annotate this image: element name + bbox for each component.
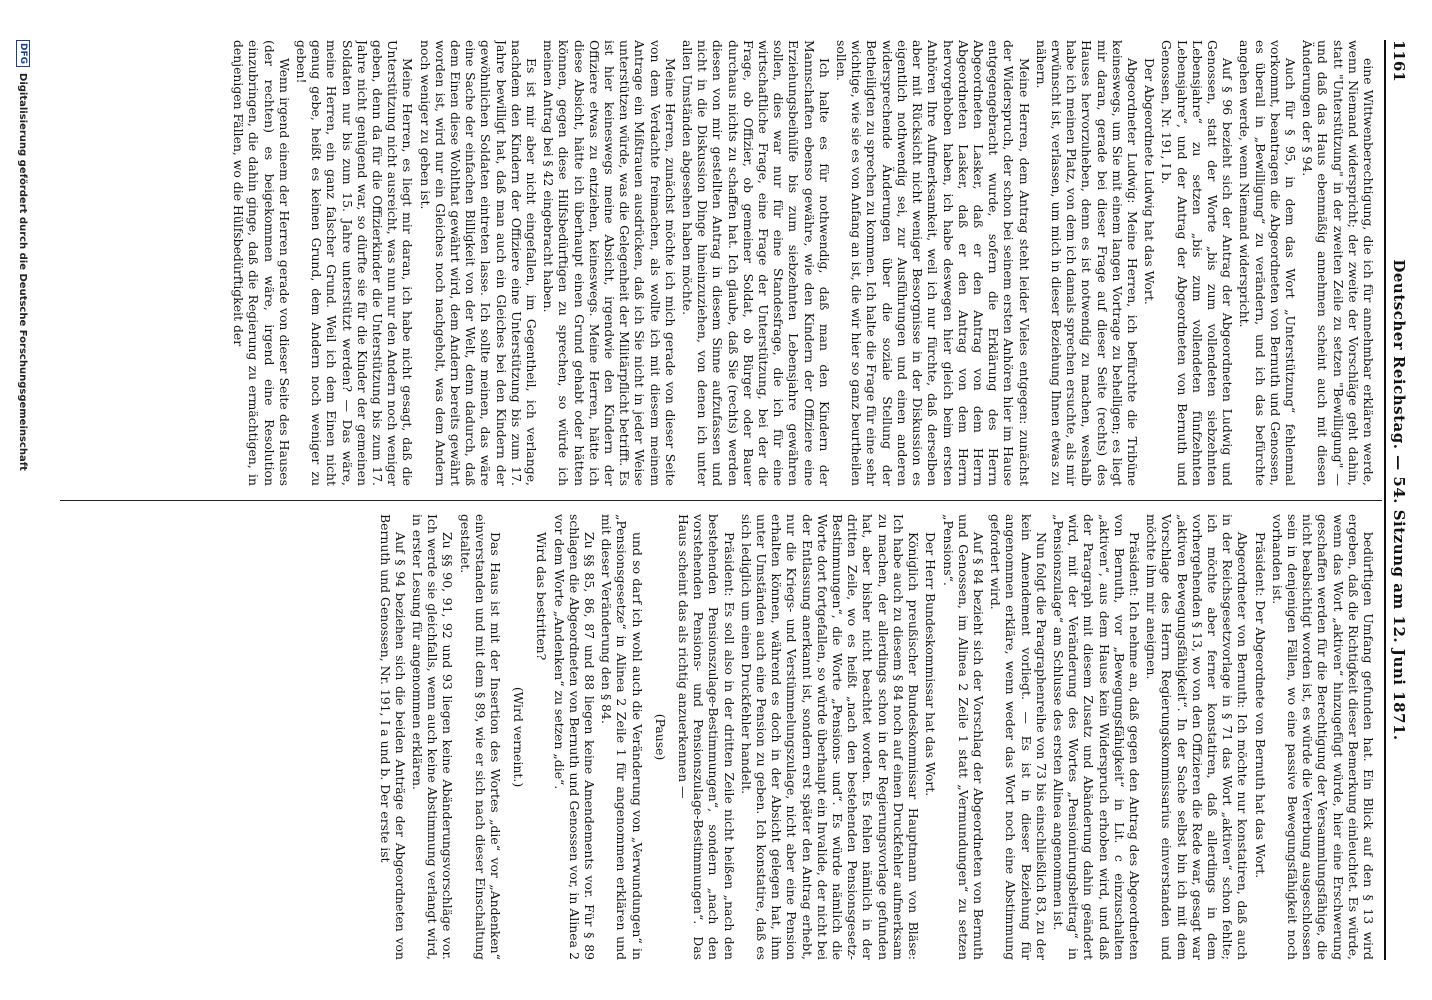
paragraph: (Wird verneint.) (511, 686, 527, 788)
paragraph: Auf § 84 bezieht sich der Vorschlag der Abgeordneten von Bernuth und Genossen, im Alinea 2 Zeile 1 statt „Vermundungen“ zu setzen „Pensions“. (940, 514, 986, 960)
paragraph: (Pause) (652, 713, 668, 761)
paragraph: Wird das bestritten? (534, 532, 550, 661)
paragraph: Auf § 96 bezieht sich der Antrag der Abgeordneten Ludwig und Genossen, statt der Worte „bis zum vollendeten siebzehnten Lebensjahre“ zu setzen „bis zum vollendeten fünfzehnten Lebensjahre“, und der Antrag der Abgeordneten von Bernuth und Genossen, Nr. 191, I b. (1159, 40, 1236, 486)
credit-text: Digitalisierung gefördert durch die Deutsche Forschungsgemeinschaft (17, 73, 29, 471)
paragraph: Der Herr Bundeskommissar hat das Wort. (923, 532, 939, 797)
paragraph: Präsident: Der Abgeordnete von Bernuth hat das Wort. (1252, 532, 1268, 879)
text-column-left (60, 40, 1376, 486)
paragraph: Ich halte es für nothwendig, daß man den Kindern der Mannschaften ebenso gewähre, wie den Kindern der Offiziere eine Erziehungsbeihülfe bis zum siebzehnten Lebensjahre gewähren sollen, dies war nur für eine Standesfrage, die ich für eine wirtschaftliche Frage, eine Frage der Unterstützung, bei der die Frage, ob Offizier, ob gemeiner Soldat, ob Bürger oder Bauer durchaus nichts zu schaffen hat. Ich glaube, daß Sie (rechts) werden diesen von mir gestellten Antrag in diesem Sinne aufzufassen und nicht in die Diskussion Dinge hineinzuziehen, von denen ich unter allen Umständen abgesehen haben möchte. (680, 40, 832, 486)
paragraph: Auch für § 95, in dem das Wort „Unterstützung“ fehlenmal vorkommt, beantragen die Abgeordneten von Bernuth und Genossen, es überall in „Bewilligung“ zu verändern, und ich das befürchte angehen werde, wenn Niemand widerspricht. (1237, 40, 1298, 486)
running-title: Deutscher Reichstag. — 54. Sitzung am 12. Juni 1871. (1390, 259, 1408, 741)
paragraph: Präsident: Es soll also in der dritten Zeile nicht heißen „nach den bestehenden Pensionszulage-Bestimmungen“, sondern „nach den vorstehenden Pensions- und Pensionszulage-Bestimmungen“. Das Haus scheint das als richtig anzuerkennen — (676, 514, 737, 960)
paragraph: Präsident: Ich nehme an, daß gegen den Antrag des Abgeordneten von Bernuth, vor „Bewegungsfähigkeit“ in Lit. c einzuschalten „aktiven“, aus dem Hause kein Widerspruch erhoben wird, und daß der Paragraph mit diesem Zusatz und Abänderung dahin geändert wird, mit der Veränderung des Wortes „Pensionirungsbeitrag“ in „Pensionszulage“ am Schlusse des ersten Alinea angenommen ist. (1050, 514, 1142, 960)
paragraph: Es ist mir aber nicht eingefallen, im Gegentheil, ich verlange, nachdem den Kindern der Offiziere eine Unterstützung bis zum 17. Jahre bewilligt hat, daß man auch ein Gleiches bei den Kindern der gewöhnlichen Soldaten eintreten lasse. Ich sollte meinen, das wäre eine Sache der einfachen Billigkeit von der Welt, denn dadurch, daß dem Einen diese Wohlthat gewährt wird, dem Andern bereits gewährt worden ist, wird nur ein Gleiches noch nachgeholt, was dem Andern noch weniger zu geben ist. (417, 40, 540, 486)
paragraph: Meine Herren, es liegt mir daran, ich habe nicht gesagt, daß die Unterstützung nicht ausreicht, was nun nur den Andern noch weniger geben, denn da für die Offizierkinder die Unterstützung bis zum 17. Jahre nicht genügend war, so dürfte sie für die Kinder der gemeinen Soldaten nur bis zum 15. Jahre unterstützt werden? — Das wäre, meine Herren, ein ganz falscher Grund. Weil ich dem Einen nicht genug gebe, heißt es keinen Grund, dem Andern noch weniger zu geben! (293, 40, 416, 486)
paragraph: Abgeordneter Ludwig: Meine Herren, ich befürchte die Tribüne keineswegs, um Sie mit einem langen Vortrage zu behelligen; es liegt mir daran, gerade bei dieser Frage auf dieser Seite (rechts) des Hauses hervorzuheben, denn es ist notwendig zu machen, weshalb habe ich meinen Platz, von dem ich damals sprechen ersuchte, als mir erwünscht ist, verlassen, um mich in dieser Beziehung Ihnen etwas zu nähern. (1033, 40, 1140, 486)
paragraph: Abgeordneter von Bernuth: Ich möchte nur konstatiren, daß auch in der Reichsgesetzvorlage in § 71 das Wort „aktiven“ schon fehlte; ich möchte aber ferner konstatiren, daß allerdings in dem vorhergehenden § 13, wo von den Offizieren die Rede war, gesagt war „aktiven Bewegungsfähigkeit“. In der Sache selbst bin ich mit dem Vorschlage des Herrn Regierungskommissarius einverstanden und möchte ihm mir aneignen. (1144, 514, 1251, 960)
paragraph: eine Wittwenberechtigung, die ich für annehmbar erklären werde, wenn Niemand widerspricht; der zweite der Vorschläge geht dahin, statt "Unterstützung" in der zweiten Zeile zu setzen "Bewilligung" — und daß das Haus ebenmäßig annehmen scheint auch mit diesen Änderungen der § 94. (1300, 40, 1376, 486)
column-divider (60, 500, 1382, 501)
paragraph: und so darf ich wohl auch die Veränderung von „Verwundungen“ in „Pensionsgesetze“ in Alinea 2 Zeile 1 für angenommen erklären und mit dieser Veränderung den § 84. (599, 514, 645, 960)
page-header (1384, 40, 1412, 960)
paragraph: Nun folgt die Paragraphenreihe von 73 bis einschließlich 83, zu der kein Amendement vorliegt. — Es ist in dieser Beziehung für angenommen erkläre, wenn weder das Wort noch eine Abstimmung gefordert wird. (988, 514, 1049, 960)
page-number: 1161 (1390, 40, 1408, 82)
paragraph: Zu §§ 85, 86, 87 und 88 liegen keine Amendements vor. Für § 89 schlagen die Abgeordneten von Bernuth und Genossen vor, in Alinea 2 vor dem Worte „Andenken“ zu setzen „die“. (551, 514, 598, 960)
paragraph: Meine Herren, dem Antrag steht leider Vieles entgegen: zunächst der Widerspruch, der schon bei seinem ersten Anhören hier im Hause entgegengebracht wurde, sofern die Erklärung des Herrn Abgeordneten Lasker, daß er den Antrag von dem Herrn Abgeordneten Lasker, daß er den Antrag von dem Herrn hervorgehoben haben, ich habe deswegen hier gleich beim ersten Anhören Ihre Aufmerksamkeit, weil ich nur fürchte, daß derselben aber mit Rücksicht nicht weniger Besorgnisse in der Diskussion es eigentlich nothwendig sei, zur Ausführungen und einen anderen widersprechende Änderungen über die soziale Stellung der Betheiligten zu sprechen zu kommen. Ich halte die Frage für eine sehr wichtige, wie sie es von Anfang an ist, die wir hier so ganz beurtheilen sollen. (834, 40, 1032, 486)
paragraph: Meine Herren, zunächst möchte ich mich gerade von dieser Seite von dem Verdachte freimachen, als wollte ich mit diesem meinem Antrage ein Mißtrauen ausdrücken, daß ich Sie nicht in jeder Weise unterstützen würde, was die Gelegenheit der Militärpflicht betrifft. Es ist hier keineswegs meine Absicht, irgendwie den Kindern der Offiziere etwas zu entziehen, keineswegs. Meine Herren, hätte ich diese Absicht, hätte ich überhaupt einen Grund gehabt oder hätten können, gegen diese Hilfsbedürftigen zu sprechen, so würde ich meinen Antrag bei § 42 eingebracht haben. (541, 40, 678, 486)
text-column-right (60, 514, 1376, 960)
digitization-credit (16, 40, 30, 740)
paragraph: Der Abgeordnete Ludwig hat das Wort. (1142, 58, 1158, 305)
paragraph: Königlich preußischer Bundeskommissar Hauptmann von Bläse: Ich habe auch zu diesem § 84 noch auf einen Druckfehler aufmerksam zu machen, der allerdings schon in der Regierungsvorlage gefunden hat, aber bisher nicht beachtet worden. Es fehlen nämlich in der dritten Zeile, wo es heißt „nach den bestehenden Pensionsgesetz-Bestimmungen“, die Worte „Pensions- und“. Es würde nämlich die Worte dort fortgefallen, so würde überhaupt ein Invalide, der nicht bei der Entlassung anerkannt ist, sondern erst später den Antrag erhebt, nur die Kriegs- und Verstümmelungszulage, nicht aber eine Pension erhalten können, während es doch in der Absicht gelegen hat, ihm unter Umständen auch eine Pension zu geben. Ich konstatire, daß es sich lediglich um einen Druckfehler handelt. (738, 514, 922, 960)
dfg-logo: DFG (16, 40, 30, 67)
paragraph: Wenn irgend einem der Herren gerade von dieser Seite des Hauses (der rechten) es beigekommen wäre, irgend eine Resolution einzubringen, die dahin ginge, daß die Regierung zu ermächtigen, in denjenigen Fällen, wo die Hülfsbedürftigkeit der (231, 40, 292, 486)
paragraph: bedürftigen Umfang gefunden hat. Ein Blick auf den § 13 wird ergeben, daß die Richtigkeit dieser Bemerkung einleuchtet. Es würde, wenn das Wort „aktiven“ hinzugefügt würde, hier eine Erschwerung geschaffen werden für die Berechtigung der Versammlungsfähige, die nicht beabsichtigt worden ist, es würde die Vererbung ausgeschlossen sein in denjenigen Fällen, wo eine passive Bewegungsfähigkeit noch vorhanden ist. (1269, 514, 1376, 960)
paragraph: Auf § 94 beziehen sich die beiden Anträge der Abgeordneten von Bernuth und Genossen, Nr. 191, I a und b. Der erste ist (377, 514, 408, 960)
paragraph: Das Haus ist mit der Insertion des Wortes „die“ vor „Andenken“ einverstanden und mit dem § 89, wie er sich nach dieser Einschaltung gestaltet. (457, 514, 504, 960)
paragraph: Zu §§ 90, 91, 92 und 93 liegen keine Abänderungsvorschläge vor. Ich werde sie gleichfalls, wenn auch keine Abstimmung verlangt wird, in erster Lesung für angenommen erklären. (410, 514, 456, 960)
